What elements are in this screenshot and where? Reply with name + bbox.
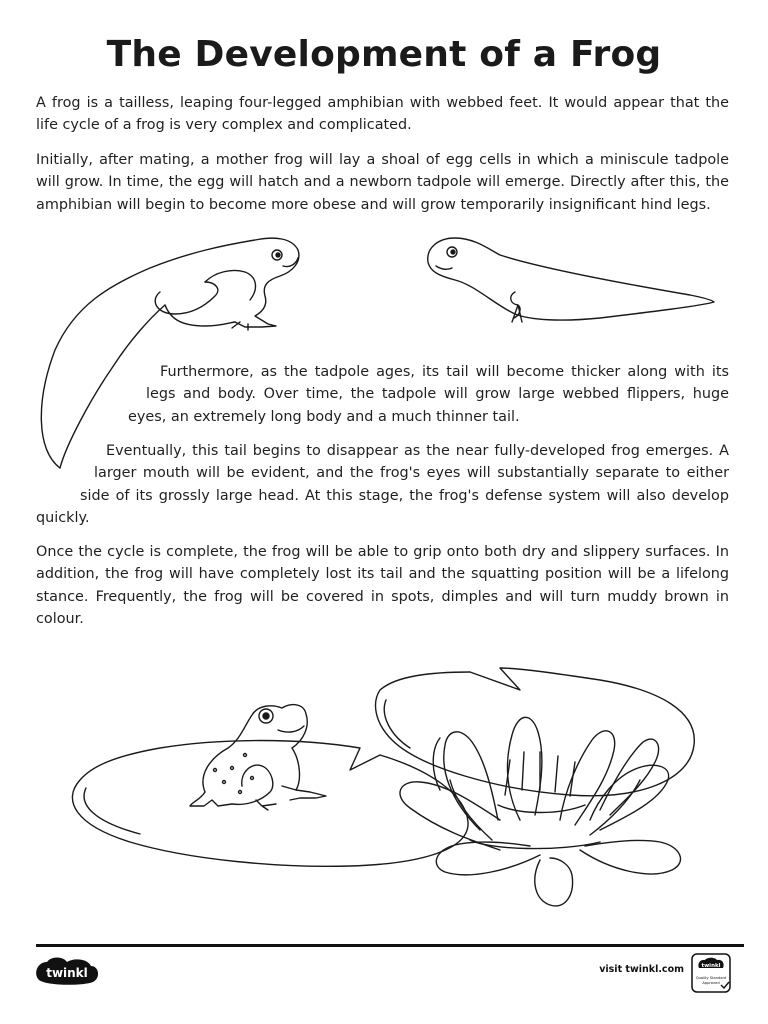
- quality-badge-icon: [691, 953, 731, 993]
- paragraph-eventually: Eventually, this tail begins to disappear as the near fully-developed frog emerges. A larger mouth will be evident, and the frog's eyes will substantially separate to either side of its grossly large head. At this stage, the frog's defense system will also develop quickly.: [36, 443, 729, 527]
- twinkl-logo[interactable]: [33, 956, 101, 986]
- lily-pad-front: [72, 741, 468, 867]
- visit-link[interactable]: visit twinkl.com: [599, 964, 684, 975]
- water-lily-icon: [400, 717, 681, 906]
- paragraph-initially: Initially, after mating, a mother frog will lay a shoal of egg cells in which a miniscule tadpole will grow. In time, the egg will hatch and a newborn tadpole will emerge. Directly after this, the amphibian will begin to become more obese and will grow temporarily insignificant hind legs.: [36, 152, 729, 213]
- page-title: The Development of a Frog: [106, 34, 662, 75]
- footer-divider: [36, 944, 744, 947]
- paragraph-furthermore: Furthermore, as the tadpole ages, its tail will become thicker along with its legs and body. Over time, the tadpole will grow large webbed flippers, huge eyes, an extremely long body and a much thinner tail.: [128, 364, 729, 425]
- frog-on-lily-pad-illustration: [190, 705, 326, 810]
- tadpole-with-legs-illustration: [41, 238, 299, 468]
- paragraph-once: Once the cycle is complete, the frog will be able to grip onto both dry and slippery surfaces. In addition, the frog will have completely lost its tail and the squatting position will be a lifelong stance. Frequently, the frog will be covered in spots, dimples and will turn muddy brown in colour.: [36, 544, 729, 628]
- badge-caption-line1: Quality Standard: [695, 976, 727, 980]
- badge-brand: twinkl: [701, 963, 721, 969]
- logo-text: twinkl: [46, 966, 88, 980]
- badge-caption-line2: Approved: [702, 981, 720, 985]
- tadpole-illustration: [428, 238, 714, 322]
- paragraph-intro: A frog is a tailless, leaping four-legged amphibian with webbed feet. It would appear that the life cycle of a frog is very complex and complicated.: [36, 95, 729, 134]
